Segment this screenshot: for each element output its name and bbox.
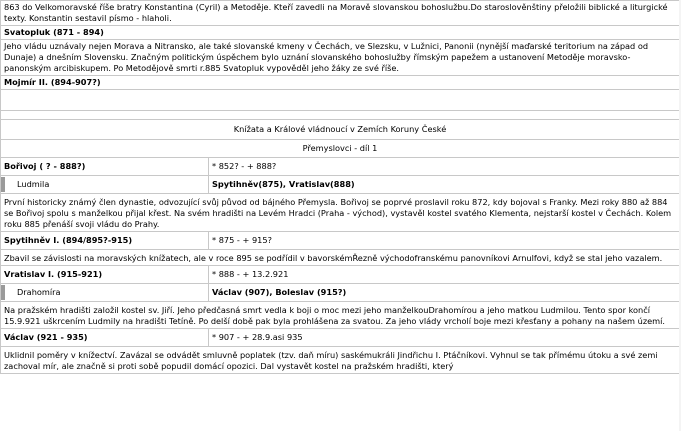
spytihnev-heading: Spytihněv I. (894/895?-915) [1, 232, 209, 250]
section-title: Knížata a Králové vládnoucí v Zemích Koruny České [1, 120, 680, 140]
table-row [1, 347, 680, 374]
table-row [1, 266, 680, 284]
table-row [1, 120, 680, 140]
table-row [1, 40, 680, 76]
section-subtitle: Přemyslovci - díl 1 [1, 140, 680, 158]
vaclav-heading: Václav (921 - 935) [1, 329, 209, 347]
spacer-row [1, 90, 680, 111]
borivoj-dates: * 852? - + 888? [209, 158, 680, 176]
vratislav-spouse: Drahomíra [1, 284, 209, 302]
table-row [1, 26, 680, 40]
svatopluk-text: Jeho vládu uznávaly nejen Morava a Nitransko, ale také slovanské kmeny v Čechách, ve Slezsku, v Lužnici, Panonii (nynější maďarské teritorium na západ od Dunaje) a dnešním Slovensku. Značným politickým úspěchem bylo uznání slovanského bohoslužby římským papežem a ustanovení Metoděje moravsko-panonským arcibiskupem. Po Metodějově smrti r.885 Svatopluk vypověděl jeho žáky ze své říše. [1, 40, 680, 76]
table-row [1, 284, 680, 302]
vratislav-dates: * 888 - + 13.2.921 [209, 266, 680, 284]
borivoj-sons: Spytihněv(875), Vratislav(888) [209, 176, 680, 194]
vaclav-text: Uklidnil poměry v knížectví. Zavázal se odvádět smluvně poplatek (tzv. daň míru) saskémukráli Jindřichu I. Ptáčníkovi. Vyhnul se tak přímému útoku a své zemi zachoval mír, ale značně si proti sobě popudil domácí opozici. Dal vystavět kostel na pražském hradišti, který [1, 347, 680, 374]
table-row [1, 1, 680, 26]
table-row [1, 76, 680, 90]
borivoj-text: První historicky známý člen dynastie, odvozující svůj původ od bájného Přemysla. Bořivoj se poprvé proslavil roku 872, kdy bojoval s Franky. Mezi roky 880 až 884 se Bořivoj spolu s manželkou přijal křest. Na svém hradišti na Levém Hradci (Praha - východ), vystavěl kostel svatého Klementa, nejstarší kostel v Čechách. Kolem roku 885 přenáší svoji vládu do Prahy. [1, 194, 680, 232]
table-row [1, 302, 680, 329]
table-row [1, 176, 680, 194]
borivoj-spouse: Ludmila [1, 176, 209, 194]
vratislav-heading: Vratislav I. (915-921) [1, 266, 209, 284]
mojmir-heading: Mojmír II. (894-907?) [1, 76, 680, 90]
spytihnev-text: Zbavil se závislosti na moravských knížatech, ale v roce 895 se podřídil v bavorskémŘezně východofranskému panovníkovi Arnulfovi, když se stal jeho vazalem. [1, 250, 680, 266]
svatopluk-heading: Svatopluk (871 - 894) [1, 26, 680, 40]
table-row [1, 194, 680, 232]
vratislav-sons: Václav (907), Boleslav (915?) [209, 284, 680, 302]
spytihnev-dates: * 875 - + 915? [209, 232, 680, 250]
table-row [1, 140, 680, 158]
table-row [1, 232, 680, 250]
spacer-row [1, 111, 680, 120]
vaclav-dates: * 907 - + 28.9.asi 935 [209, 329, 680, 347]
intro-text: 863 do Velkomoravské říše bratry Konstantina (Cyril) a Metoděje. Kteří zavedli na Moravě slovanskou bohoslužbu.Do staroslověnštiny přeložili biblické a liturgické texty. Konstantin sestavil písmo - hlaholi. [1, 1, 680, 26]
table-row [1, 158, 680, 176]
vratislav-text: Na pražském hradišti založil kostel sv. Jiří. Jeho předčasná smrt vedla k boji o moc mezi jeho manželkouDrahomírou a jeho matkou Ludmilou. Tento spor končí 15.9.921 uškrcením Ludmily na hradišti Tetíně. Po delší době pak byla prohlášena za svatou. Za jeho vlády vrcholí boje mezi křesťany a pohany na našem území. [1, 302, 680, 329]
table-row [1, 329, 680, 347]
borivoj-heading: Bořivoj ( ? - 888?) [1, 158, 209, 176]
table-row [1, 250, 680, 266]
